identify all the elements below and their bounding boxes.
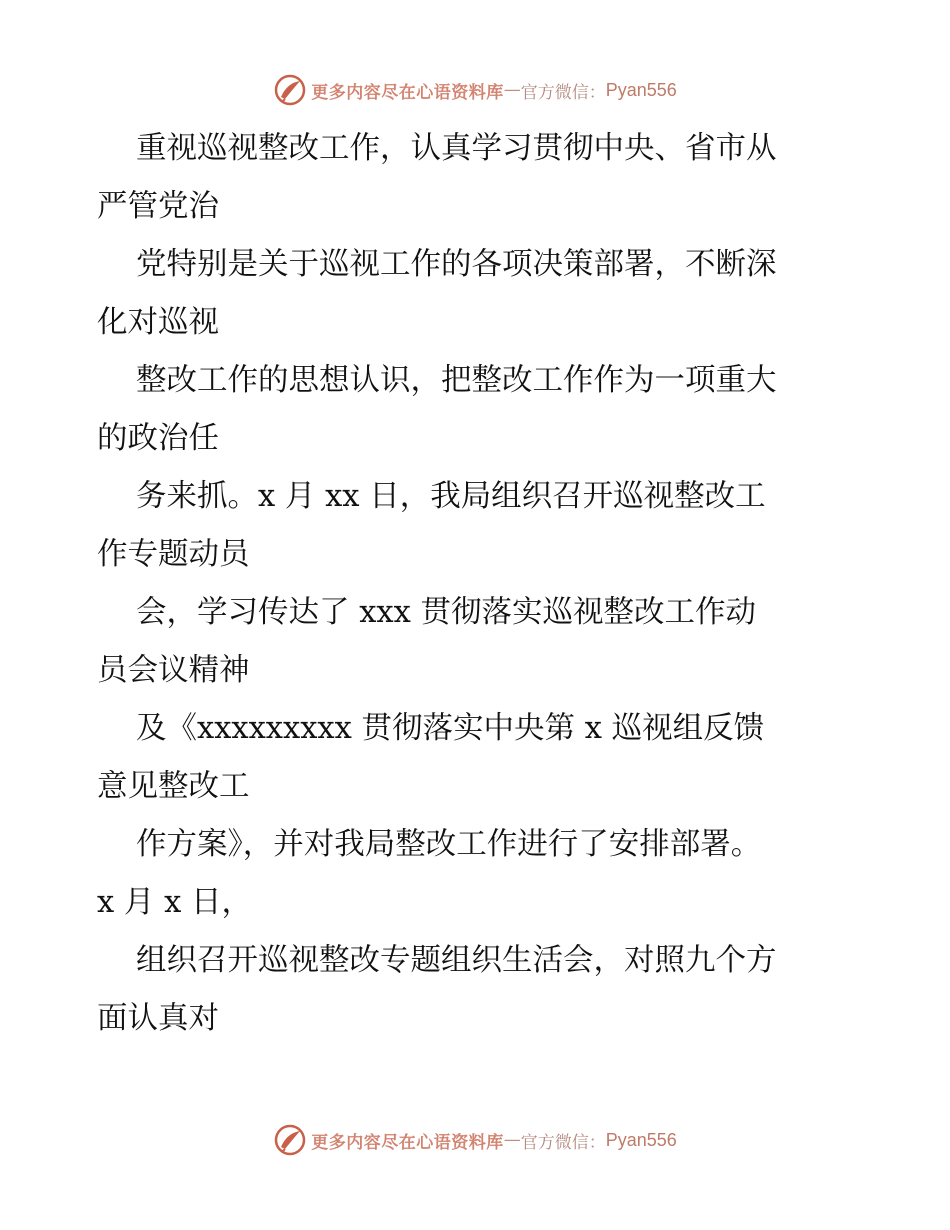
text-line: 化对巡视: [97, 305, 219, 340]
text-line: 严管党治: [97, 189, 219, 224]
banner-dash: —: [503, 1130, 521, 1150]
text-line: 务来抓。x 月 xx 日，我局组织召开巡视整改工: [136, 479, 766, 514]
text-line: 意见整改工: [97, 769, 250, 804]
text-line: 及《xxxxxxxxx 贯彻落实中央第 x 巡视组反馈: [136, 711, 765, 746]
text-line: 整改工作的思想认识，把整改工作作为一项重大: [136, 363, 777, 398]
text-line: 作专题动员: [97, 537, 250, 572]
text-line: 会，学习传达了 xxx 贯彻落实巡视整改工作动: [136, 595, 756, 630]
text-line: x 月 x 日，: [97, 885, 252, 920]
banner-dash: —: [503, 80, 521, 100]
header-banner: [0, 70, 950, 110]
text-line: 作方案》，并对我局整改工作进行了安排部署。: [136, 827, 762, 862]
text-line: 的政治任: [97, 421, 219, 456]
text-line: 党特别是关于巡视工作的各项决策部署，不断深: [136, 247, 777, 282]
body-text: [97, 120, 867, 1048]
text-line: 员会议精神: [97, 653, 250, 688]
banner-wechat-label: 官方微信：: [520, 82, 606, 103]
text-line: 组织召开巡视整改专题组织生活会，对照九个方: [136, 943, 777, 978]
banner-wechat-id: Pyan556: [605, 79, 677, 100]
footer-banner: [0, 1120, 950, 1160]
pen-logo-icon: [273, 1123, 307, 1157]
banner-wechat-label: 官方微信：: [520, 1132, 606, 1153]
banner-main-text: 更多内容尽在心语资料库: [311, 82, 504, 103]
banner-wechat-id: Pyan556: [605, 1129, 677, 1150]
banner-main-text: 更多内容尽在心语资料库: [311, 1132, 504, 1153]
text-line: 面认真对: [97, 1001, 219, 1036]
text-line: 重视巡视整改工作，认真学习贯彻中央、省市从: [136, 131, 777, 166]
pen-logo-icon: [273, 73, 307, 107]
